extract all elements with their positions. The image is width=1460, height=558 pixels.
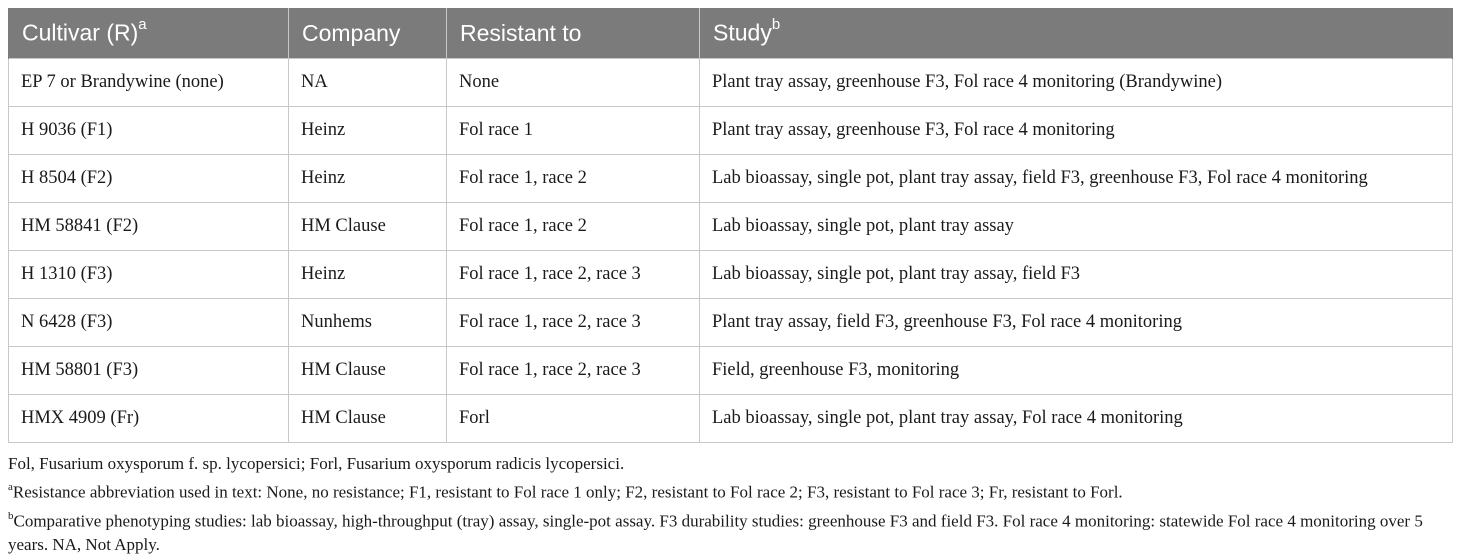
table-footnotes [8, 452, 1452, 557]
cell-company: Heinz [289, 107, 447, 155]
table-header [9, 8, 1453, 59]
cell-resistant: Fol race 1, race 2 [447, 203, 700, 251]
cell-company: Heinz [289, 155, 447, 203]
cell-company: Nunhems [289, 299, 447, 347]
cell-resistant: Fol race 1, race 2 [447, 155, 700, 203]
cell-company: HM Clause [289, 347, 447, 395]
header-study [700, 8, 1453, 59]
cell-resistant: Fol race 1, race 2, race 3 [447, 251, 700, 299]
cell-study: Lab bioassay, single pot, plant tray assay [700, 203, 1453, 251]
cell-study: Plant tray assay, field F3, greenhouse F3, Fol race 4 monitoring [700, 299, 1453, 347]
cell-study: Field, greenhouse F3, monitoring [700, 347, 1453, 395]
cell-resistant: Fol race 1 [447, 107, 700, 155]
cell-study: Lab bioassay, single pot, plant tray assay, Fol race 4 monitoring [700, 395, 1453, 443]
cell-cultivar: H 9036 (F1) [9, 107, 289, 155]
cell-study: Lab bioassay, single pot, plant tray assay, field F3, greenhouse F3, Fol race 4 monitoring [700, 155, 1453, 203]
cell-company: Heinz [289, 251, 447, 299]
table-row [9, 155, 1453, 203]
table-row [9, 299, 1453, 347]
table-row [9, 347, 1453, 395]
cultivar-table-container [8, 8, 1452, 443]
footnote-a [8, 476, 1452, 505]
header-company [289, 8, 447, 59]
footnote-a-mark: a [8, 481, 13, 493]
footnote-b-mark: b [8, 509, 14, 522]
header-cultivar [9, 8, 289, 59]
cell-resistant: Fol race 1, race 2, race 3 [447, 299, 700, 347]
footnote-abbreviations: Fol, Fusarium oxysporum f. sp. lycopersici; Forl, Fusarium oxysporum radicis lycopersici. [8, 454, 625, 473]
cell-study: Plant tray assay, greenhouse F3, Fol race 4 monitoring [700, 107, 1453, 155]
cell-cultivar: HMX 4909 (Fr) [9, 395, 289, 443]
cell-cultivar: N 6428 (F3) [9, 299, 289, 347]
cell-study: Lab bioassay, single pot, plant tray assay, field F3 [700, 251, 1453, 299]
cell-resistant: None [447, 59, 700, 107]
cell-cultivar: HM 58841 (F2) [9, 203, 289, 251]
cell-resistant: Fol race 1, race 2, race 3 [447, 347, 700, 395]
cell-cultivar: H 8504 (F2) [9, 155, 289, 203]
table-row [9, 203, 1453, 251]
cell-study: Plant tray assay, greenhouse F3, Fol race 4 monitoring (Brandywine) [700, 59, 1453, 107]
header-resistant-label: Resistant to [460, 19, 582, 46]
table-row [9, 107, 1453, 155]
header-study-label: Study [713, 19, 772, 46]
footnote-b [8, 505, 1452, 558]
footnote-a-text: Resistance abbreviation used in text: None, no resistance; F1, resistant to Fol race 1 only; F2, resistant to Fol race 2; F3, resistant to Fol race 3; Fr, resistant to Forl. [12, 482, 1123, 502]
cell-company: HM Clause [289, 395, 447, 443]
table-row [9, 59, 1453, 107]
cell-company: NA [289, 59, 447, 107]
footnote-b-text: Comparative phenotyping studies: lab bioassay, high-throughput (tray) assay, single-pot assay. F3 durability studies: greenhouse F3 and field F3. Fol race 4 monitoring: statewide Fol race 4 monitoring over 5 years. NA, Not Apply. [8, 511, 1423, 555]
cultivar-table [8, 8, 1453, 443]
cell-cultivar: HM 58801 (F3) [9, 347, 289, 395]
cell-cultivar: H 1310 (F3) [9, 251, 289, 299]
table-body [9, 59, 1453, 443]
header-resistant-to [447, 8, 700, 59]
header-cultivar-label: Cultivar (R) [22, 19, 139, 46]
header-row [9, 8, 1453, 59]
header-company-label: Company [302, 19, 401, 46]
cell-company: HM Clause [289, 203, 447, 251]
header-study-footnote-mark: b [771, 16, 781, 34]
table-row [9, 395, 1453, 443]
header-cultivar-footnote-mark: a [138, 16, 147, 34]
cell-resistant: Forl [447, 395, 700, 443]
table-row [9, 251, 1453, 299]
cell-cultivar: EP 7 or Brandywine (none) [9, 59, 289, 107]
